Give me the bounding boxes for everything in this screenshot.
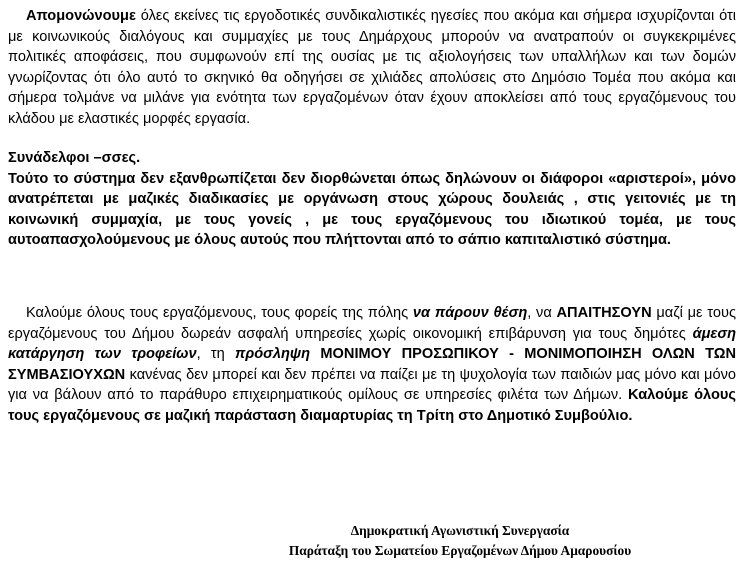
- paragraph-lead-word: Απομονώνουμε: [26, 8, 136, 24]
- emphasis-abolish-fees: άμεση κατάργηση των τροφείων: [8, 325, 736, 363]
- text-segment: κανένας δεν μπορεί και δεν πρέπει να παίζει με τη ψυχολογία των παιδιών μας μόνο και μόνο για να βάλουν από το παράθυρο επιχειρηματικούς ομίλους σε υπηρεσίες φιλέτα των Δήμων.: [8, 366, 736, 404]
- paragraph-isolation: [8, 6, 736, 130]
- paragraph-call-to-action: [8, 303, 736, 427]
- text-segment: Καλούμε όλους τους εργαζόμενους, τους φορείς της πόλης: [26, 305, 413, 321]
- signature-faction: Παράταξη του Σωματείου Εργαζομένων Δήμου Αμαρουσίου: [288, 543, 632, 558]
- signature-organization: Δημοκρατική Αγωνιστική Συνεργασία: [350, 523, 570, 538]
- text-segment: , τη: [196, 346, 236, 363]
- paragraph-body-text: Τούτο το σύστημα δεν εξανθρωπίζεται δεν διορθώνεται όπως δηλώνουν οι διάφοροι «αριστεροί», μόνο ανατρέπεται με μαζικές διαδικασίες με οργάνωση στους χώρους δουλειάς , στις γειτονιές με τη κοινωνική συμμαχία, με τους γονείς , με τους εργαζόμενους του ιδιωτικού τομέα, με τους αυτοαπασχολούμενους με όλους αυτούς που πλήττονται από το σάπιο καπιταλιστικό σύστημα.: [8, 170, 736, 249]
- text-segment: [310, 346, 320, 362]
- text-segment: , να: [527, 305, 557, 321]
- signature-block: [250, 521, 670, 561]
- emphasis-demand: ΑΠΑΙΤΗΣΟΥΝ: [556, 305, 652, 321]
- text-segment: μαζί με τους εργαζόμενους του Δήμου δωρεάν ασφαλή υπηρεσίες χωρίς οικονομική επιβάρυνση για τους δημότες: [8, 305, 736, 342]
- paragraph-body-text: όλες εκείνες τις εργοδοτικές συνδικαλιστικές ηγεσίες που ακόμα και σήμερα ισχυρίζονται ότι με κοινωνικούς διαλόγους και συμμαχίες με τους Δημάρχους μπορούν να ανατραπούν οι συγκεκριμένες πολιτικές αποφάσεις, που συμφωνούν επί της ουσίας με τις αξιολογήσεις των υπαλλήλων και των δομών γνωρίζοντας ότι όλο αυτό το σκηνικό θα οδηγήσει σε χιλιάδες απολύσεις στο Δημόσιο Τομέα που ακόμα και σήμερα τολμάνε να μιλάνε για ενότητα των εργαζομένων όταν έχουν αποκλείσει από τους εργαζόμενους του κλάδου με ελαστικές μορφές εργασία.: [8, 8, 736, 127]
- paragraph-colleagues: [8, 148, 736, 251]
- greeting-heading: Συνάδελφοι –σσες.: [8, 150, 141, 166]
- emphasis-protest-call: Καλούμε όλους τους εργαζόμενους σε μαζική παράσταση διαμαρτυρίας τη Τρίτη στο Δημοτικό Συμβούλιο.: [8, 387, 736, 424]
- emphasis-permanent-staff: ΜΟΝΙΜΟΥ ΠΡΟΣΩΠΙΚΟΥ - ΜΟΝΙΜΟΠΟΙΗΣΗ ΟΛΩΝ ΤΩΝ ΣΥΜΒΑΣΙΟΥΧΩΝ: [8, 346, 736, 383]
- emphasis-take-position: να πάρουν θέση: [412, 305, 528, 321]
- emphasis-hiring: πρόσληψη: [235, 346, 311, 363]
